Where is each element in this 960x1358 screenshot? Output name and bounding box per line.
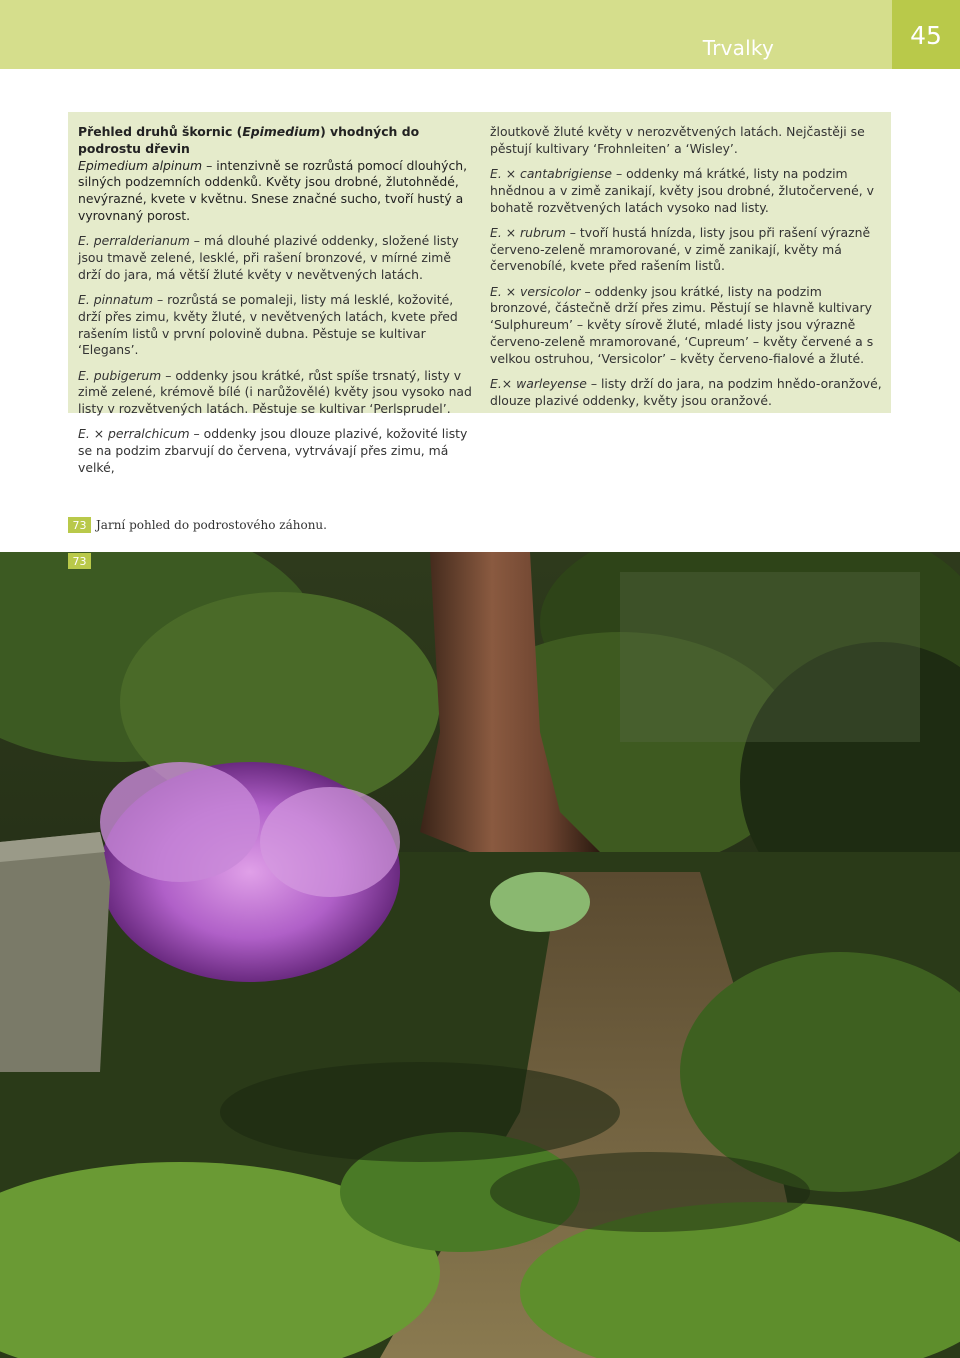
garden-photo-illustration xyxy=(0,552,960,1358)
species-name: E. × perralchicum xyxy=(78,426,190,442)
page-number: 45 xyxy=(892,0,960,69)
species-name: E. × versicolor xyxy=(490,283,581,299)
species-entry xyxy=(490,225,885,275)
species-name: E. × cantabrigiense xyxy=(490,165,613,181)
species-name: E. perralderianum xyxy=(78,233,190,249)
species-description: – má dlouhé plazivé oddenky, složené listy jsou tmavě zelené, lesklé, při rašení bronzové, v mírné zimě drží do jara, má větší žluté květy v nevětvených latách. xyxy=(78,233,459,282)
box-heading xyxy=(78,124,474,225)
box-left-column xyxy=(78,124,474,477)
species-entry xyxy=(78,368,474,418)
species-name: E. × rubrum xyxy=(490,224,566,240)
species-name: E.× warleyense xyxy=(490,375,587,391)
section-title: Trvalky xyxy=(702,36,774,60)
species-entry xyxy=(78,233,474,283)
garden-photo xyxy=(0,552,960,1358)
heading-suffix: ) vhodných do podrostu dřevin xyxy=(78,124,420,156)
species-description: – listy drží do jara, na podzim hnědo-oranžové, dlouze plazivé oddenky, květy jsou oranžové. xyxy=(490,375,882,408)
species-description: – intenzivně se rozrůstá pomocí dlouhých, silných podzemních oddenků. Květy jsou drobné, žlutohnědé, nevýrazné, kvete v květnu. Snese značné sucho, tvoří hustý a vyrovnaný porost. xyxy=(78,157,468,223)
species-overview-box xyxy=(68,112,891,475)
species-description: – oddenky jsou dlouze plazivé, kožovité listy se na podzim zbarvují do červena, vytrvávají přes zimu, má velké, xyxy=(78,426,468,475)
species-entry-continuation: žloutkově žluté květy v nerozvětvených latách. Nejčastěji se pěstují kultivary ‘Frohnleiten’ a ‘Wisley’. xyxy=(490,124,865,156)
species-name: Epimedium alpinum xyxy=(78,157,203,173)
species-description: – tvoří hustá hnízda, listy jsou při rašení výrazně červeno-zeleně mramorované, v zimě zanikají, květy má červenobílé, kvete před rašením listů. xyxy=(490,224,871,274)
photo-number-badge: 73 xyxy=(68,553,91,569)
species-description: – oddenky jsou krátké, růst spíše trsnatý, listy v zimě zelené, krémově bílé (i narůžovělé) květy jsou vysoko nad listy v rozvětvených latách. Pěstuje se kultivar ‘Perlsprudel’. xyxy=(78,367,472,417)
figure-number-badge: 73 xyxy=(68,517,91,533)
species-entry xyxy=(78,292,474,359)
species-entry xyxy=(490,376,885,410)
heading-prefix: Přehled druhů škornic ( xyxy=(78,124,243,139)
species-description: – oddenky má krátké, listy na podzim hnědnou a v zimě zanikají, květy jsou drobné, žlutočervené, v bohatě rozvětvených latách vysoko nad listy. xyxy=(490,165,874,215)
species-description: – rozrůstá se pomaleji, listy má lesklé, kožovité, drží přes zimu, květy žluté, v nevětvených latách, kvete před rašením listů v první polovině dubna. Pěstuje se kultivar ‘Elegans’. xyxy=(78,291,458,358)
species-name: E. pubigerum xyxy=(78,367,162,383)
figure-caption: Jarní pohled do podrostového záhonu. xyxy=(96,518,327,532)
species-entry xyxy=(490,284,885,368)
species-name: E. pinnatum xyxy=(78,291,154,307)
box-right-column xyxy=(490,124,885,410)
heading-genus: Epimedium xyxy=(242,124,321,139)
species-description: – oddenky jsou krátké, listy na podzim bronzové, částečně drží přes zimu. Pěstují se hlavně kultivary ‘Sulphureum’ – květy sírově žluté, mladé listy jsou výrazně červeno-zeleně mramorované, ‘Cupreum’ – květy červené a s velkou ostruhou, ‘Versicolor’ – květy červeno-fialové a žluté. xyxy=(490,283,874,366)
species-entry xyxy=(490,166,885,216)
species-entry xyxy=(78,426,474,476)
header-bar xyxy=(0,0,892,69)
